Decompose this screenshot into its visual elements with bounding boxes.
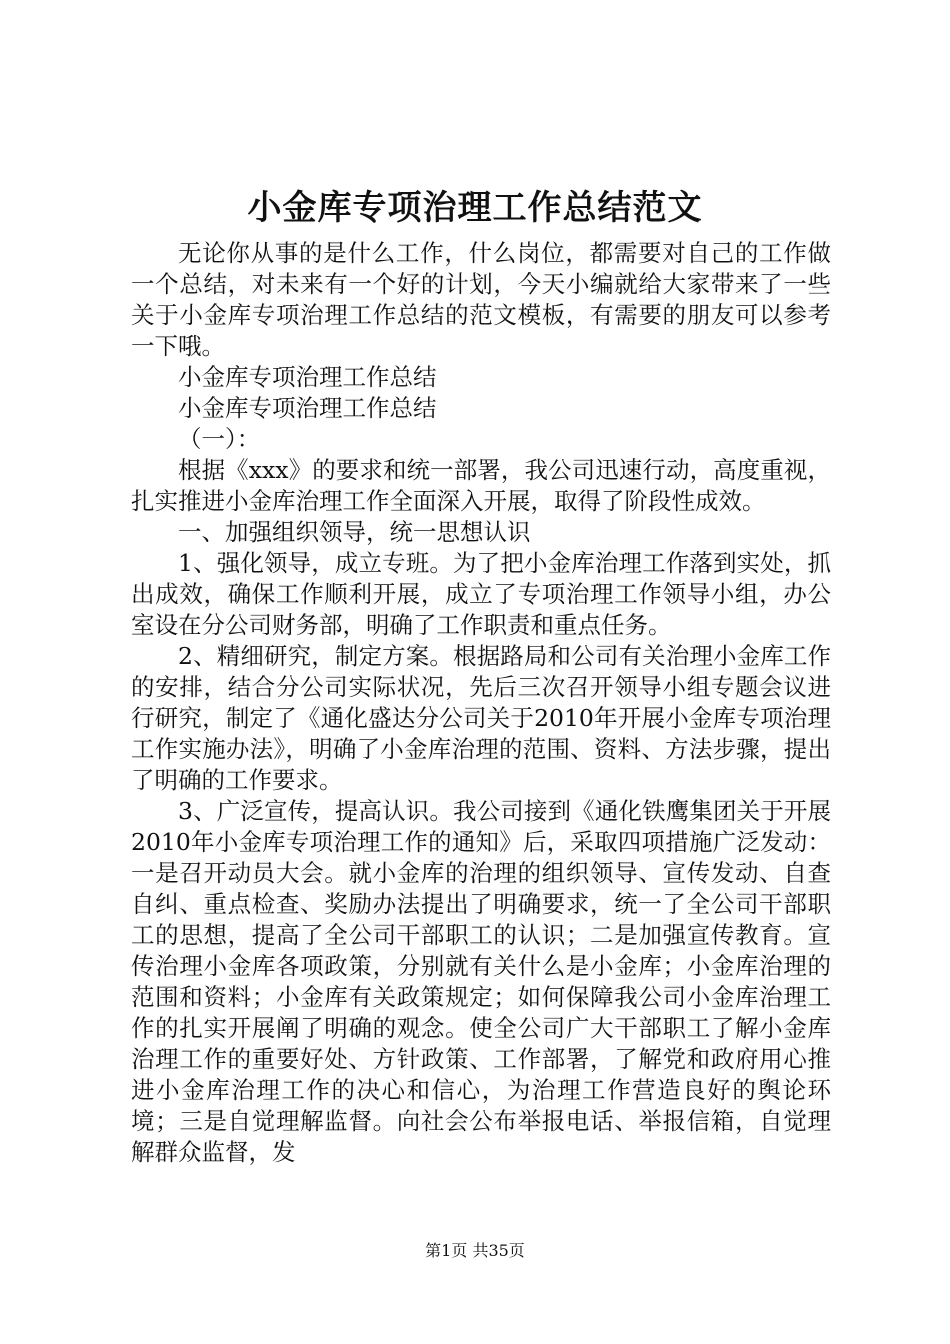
body-paragraph: 1、强化领导，成立专班。为了把小金库治理工作落到实处，抓出成效，确保工作顺利开展，成立了专项治理工作领导小组，办公室设在分公司财务部，明确了工作职责和重点任务。 (131, 549, 831, 639)
section-marker: （一）： (178, 425, 261, 453)
body-paragraph: 3、广泛宣传，提高认识。我公司接到《通化铁鹰集团关于开展2010年小金库专项治理工作的通知》后，采取四项措施广泛发动：一是召开动员大会。就小金库的治理的组织领导、宣传发动、自查自纠、重点检查、奖励办法提出了明确要求，统一了全公司干部职工的思想，提高了全公司干部职工的认识；二是加强宣传教育。宣传治理小金库各项政策，分别就有关什么是小金库；小金库治理的范围和资料；小金库有关政策规定；如何保障我公司小金库治理工作的扎实开展阐了明确的观念。使全公司广大干部职工了解小金库治理工作的重要好处、方针政策、工作部署，了解党和政府用心推进小金库治理工作的决心和信心，为治理工作营造良好的舆论环境；三是自觉理解监督。向社会公布举报电话、举报信箱，自觉理解群众监督，发 (131, 797, 831, 1166)
body-paragraph: 2、精细研究，制定方案。根据路局和公司有关治理小金库工作的安排，结合分公司实际状况，先后三次召开领导小组专题会议进行研究，制定了《通化盛达分公司关于2010年开展小金库专项治理工作实施办法》，明确了小金库治理的范围、资料、方法步骤，提出了明确的工作要求。 (131, 642, 831, 794)
section-heading: 一、加强组织领导，统一思想认识 (178, 518, 531, 546)
intro-paragraph: 无论你从事的是什么工作，什么岗位，都需要对自己的工作做一个总结，对未来有一个好的计划，今天小编就给大家带来了一些关于小金库专项治理工作总结的范文模板，有需要的朋友可以参考一下哦。 (131, 239, 831, 360)
subtitle-line: 小金库专项治理工作总结 (178, 394, 437, 422)
page-footer: 第1页 共35页 (425, 1241, 525, 1260)
document-body (131, 238, 831, 1168)
document-title: 小金库专项治理工作总结范文 (247, 188, 703, 228)
subtitle-line: 小金库专项治理工作总结 (178, 363, 437, 391)
body-paragraph: 根据《xxx》的要求和统一部署，我公司迅速行动，高度重视，扎实推进小金库治理工作全面深入开展，取得了阶段性成效。 (131, 456, 831, 515)
